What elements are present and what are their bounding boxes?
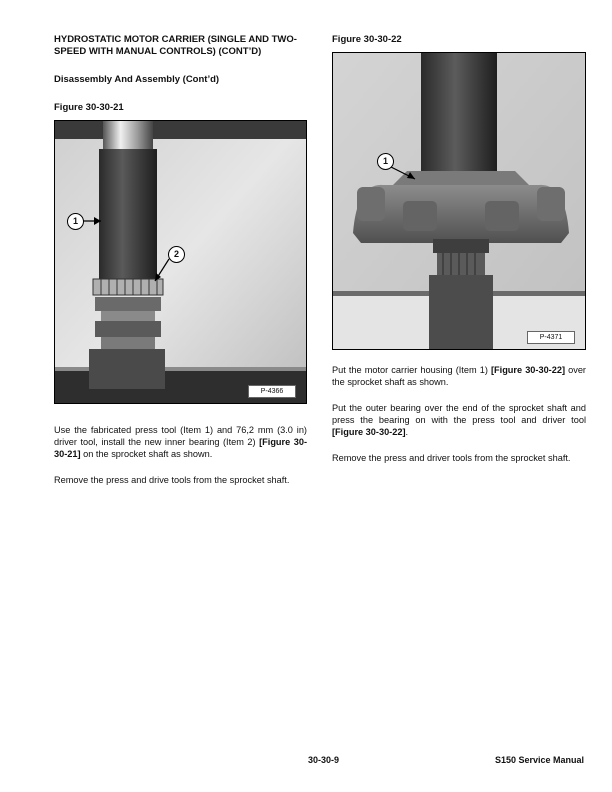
- instruction-paragraph-1: [332, 364, 586, 388]
- figure-label-right: Figure 30-30-22: [332, 34, 402, 45]
- instruction-paragraph-2: Remove the press and drive tools from the sprocket shaft.: [54, 475, 290, 485]
- photo-number-right: P-4371: [527, 331, 575, 344]
- figure-photo-right: [332, 52, 586, 350]
- figure-reference: [Figure 30-30-22]: [490, 365, 566, 375]
- instruction-text: Use the fabricated press tool (Item 1) and 76,2 mm (3.0 in) driver tool, install the new inner bearing (Item 2): [54, 425, 307, 447]
- figure-photo-left: [54, 120, 307, 404]
- figure-label-left: Figure 30-30-21: [54, 102, 124, 113]
- right-column: [332, 34, 586, 464]
- page-number: 30-30-9: [308, 755, 340, 765]
- instruction-paragraph-2: [332, 402, 586, 438]
- figure-reference: [Figure 30-30-21]: [54, 437, 308, 459]
- manual-name: S150 Service Manual: [494, 755, 584, 765]
- instruction-text: Put the outer bearing over the end of the sprocket shaft and press the bearing on with the press tool and driver tool: [332, 403, 586, 425]
- instruction-text: Put the motor carrier housing (Item 1): [332, 365, 491, 375]
- instruction-paragraph-3: Remove the press and driver tools from the sprocket shaft.: [332, 453, 571, 463]
- figure-reference: [Figure 30-30-22]: [332, 427, 406, 437]
- instruction-text: on the sprocket shaft as shown.: [80, 449, 213, 459]
- instruction-text: over the sprocket shaft as shown.: [332, 365, 586, 387]
- section-title: HYDROSTATIC MOTOR CARRIER (SINGLE AND TWO-SPEED WITH MANUAL CONTROLS) (CONT’D): [54, 34, 297, 57]
- callout-1-left: 1: [67, 213, 84, 230]
- instruction-text: .: [405, 427, 409, 437]
- callout-1-right: 1: [377, 153, 394, 170]
- callout-2-left: 2: [168, 246, 185, 263]
- instruction-paragraph-1: [54, 424, 307, 460]
- left-column: [54, 34, 307, 486]
- subsection-title: Disassembly And Assembly (Cont’d): [54, 74, 220, 85]
- carrier-housing-photo-illustration: [333, 53, 585, 349]
- photo-number-left: P-4366: [248, 385, 296, 398]
